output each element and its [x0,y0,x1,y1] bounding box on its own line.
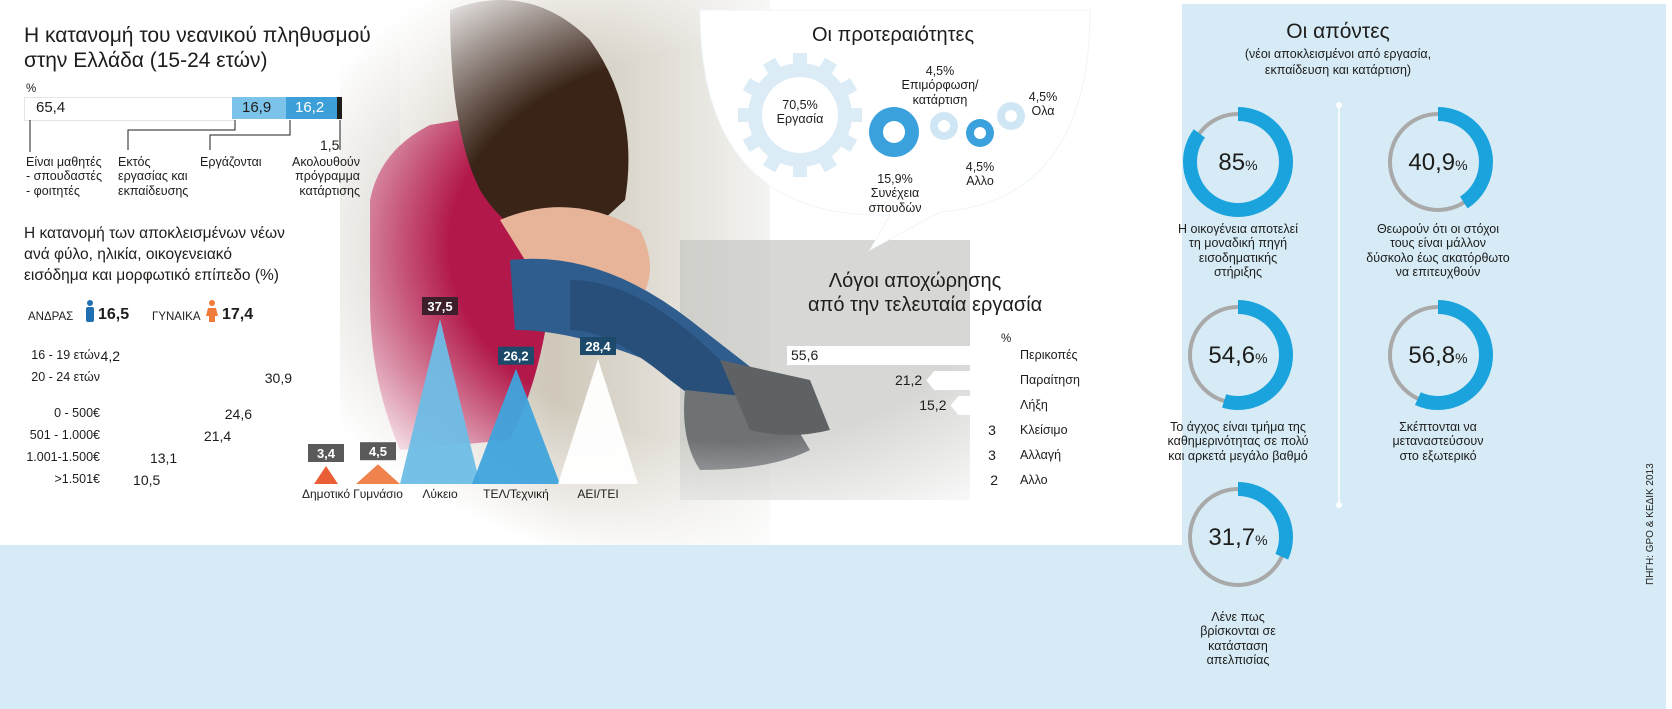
reason-label: Περικοπές [1020,348,1078,362]
male-label: ΑΝΔΡΑΣ [28,311,74,323]
distribution-title-line1: Η κατανομή του νεανικού πληθυσμού [24,24,371,47]
distribution-title-line2: στην Ελλάδα (15-24 ετών) [24,49,268,72]
priority-studies: 15,9% Συνέχεια σπουδών [868,172,922,215]
education-label: ΤΕΛ/Τεχνική [483,487,549,501]
education-triangle [314,466,338,484]
excluded-title-line1: Η κατανομή των αποκλεισμένων νέων [24,225,285,242]
priorities-title: Οι προτεραιότητες [812,24,975,46]
caption-neet: Εκτός εργασίας και εκπαίδευσης [118,155,189,198]
percent-ring [1178,477,1298,597]
education-triangle [558,359,638,484]
ring-value: 54,6% [1208,342,1268,369]
income-bar [106,426,245,446]
gear-icon [930,112,958,140]
education-label: Δημοτικό [301,487,351,501]
gear-icon [966,119,994,147]
education-triangle [356,464,400,484]
reason-value: 3 [988,447,996,463]
reason-bar [950,396,1012,415]
ring-caption: Σκέπτονται να μεταναστεύσουν στο εξωτερικό [1392,420,1484,463]
income-label: >1.501€ [54,472,100,486]
reason-value: 2 [990,472,998,488]
reason-label: Αλλο [1020,473,1048,487]
male-person-icon [84,300,96,322]
percent-ring [1178,295,1298,415]
distribution-value-students: 65,4 [36,99,66,116]
caption-students: Είναι μαθητές - σπουδαστές - φοιτητές [26,155,103,198]
percent-ring [1378,102,1498,222]
income-bar [106,448,191,468]
female-label: ΓΥΝΑΙΚΑ [152,311,201,323]
age-value: 4,2 [100,348,120,364]
reasons-title-line2: από την τελευταία εργασία [808,294,1043,316]
reason-value: 15,2 [919,397,947,413]
income-bar [106,470,174,490]
age-bar [100,346,134,366]
distribution-value-neet: 16,9 [242,99,272,116]
reason-bar [926,371,1012,390]
income-value: 21,4 [203,428,232,444]
income-label: 0 - 500€ [54,406,100,420]
caption-training: Ακολουθούν πρόγραμμα κατάρτισης [292,155,360,198]
ring-value: 31,7% [1208,524,1268,551]
education-value: 3,4 [316,446,336,461]
excluded-title-line2: ανά φύλο, ηλικία, οικογενειακό [24,246,232,263]
income-bar [106,404,266,424]
education-label: Γυμνάσιο [353,487,403,501]
income-value: 24,6 [224,406,252,422]
reason-label: Κλείσιμο [1020,423,1068,437]
absent-subtitle-line2: εκπαίδευση και κατάρτιση) [1264,63,1412,77]
age-label: 16 - 19 ετών [31,348,100,362]
female-person-icon [206,300,218,322]
income-value: 13,1 [149,450,178,466]
age-label: 20 - 24 ετών [31,370,100,384]
female-value: 17,4 [222,306,254,323]
ring-value: 85% [1218,149,1258,176]
reason-value: 3 [988,422,996,438]
distribution-value-working: 16,2 [295,99,325,116]
absent-title: Οι απόντες [1286,20,1390,43]
gear-icon [869,107,919,157]
ring-value: 56,8% [1408,342,1468,369]
priority-work: 70,5% Εργασία [776,98,824,127]
male-value: 16,5 [98,306,130,323]
education-value: 28,4 [585,339,611,355]
reason-value: 55,6 [791,347,819,363]
caption-working: Εργάζονται [200,155,262,169]
education-label: Λύκειο [422,487,458,501]
excluded-title-line3: εισόδημα και μορφωτικό επίπεδο (%) [24,267,279,284]
reason-label: Λήξη [1020,398,1048,412]
priority-other: 4,5% Αλλο [965,160,995,189]
percent-ring [1178,102,1298,222]
reason-label: Παραίτηση [1020,373,1080,387]
education-chart [300,300,660,500]
absent-subtitle-line1: (νέοι αποκλεισμένοι από εργασία, [1244,47,1432,61]
reasons-unit: % [1001,333,1012,345]
reason-value: 21,2 [894,372,923,388]
education-triangle [400,319,480,484]
education-value: 26,2 [503,348,529,364]
ring-caption: Το άγχος είναι τμήμα της καθημερινότητας σε πολύ και αρκετά μεγάλο βαθμό [1167,420,1309,463]
bottom-band [0,545,1200,709]
education-value: 4,5 [368,444,388,460]
ring-value: 40,9% [1408,149,1468,176]
priority-all: 4,5% Ολα [1028,90,1058,119]
ring-caption: Λένε πως βρίσκονται σε κατάσταση απελπισίας [1200,610,1276,668]
source-note: ΠΗΓΗ: GPO & ΚΕΔΙΚ 2013 [1645,463,1656,585]
distribution-value-training: 1,5 [320,137,340,153]
priority-training: 4,5% Επιμόρφωση/ κατάρτιση [901,64,979,107]
education-value: 37,5 [427,299,453,314]
education-label: ΑΕΙ/ΤΕΙ [577,487,619,501]
percent-ring [1378,295,1498,415]
divider [1333,100,1353,520]
age-bar [106,368,306,388]
income-label: 1.001-1.500€ [26,450,100,464]
income-label: 501 - 1.000€ [29,428,100,442]
education-triangle [472,369,560,484]
reasons-title-line1: Λόγοι αποχώρησης [828,270,1002,292]
ring-caption: Θεωρούν ότι οι στόχοι τους είναι μάλλον δύσκολο έως ακατόρθωτο να επιτευχθούν [1366,222,1510,280]
distribution-unit: % [26,83,37,95]
reason-label: Αλλαγή [1020,448,1062,462]
ring-caption: Η οικογένεια αποτελεί τη μοναδική πηγή εισοδηματικής στήριξης [1178,222,1298,280]
income-value: 10,5 [133,472,161,488]
age-value: 30,9 [264,370,292,386]
